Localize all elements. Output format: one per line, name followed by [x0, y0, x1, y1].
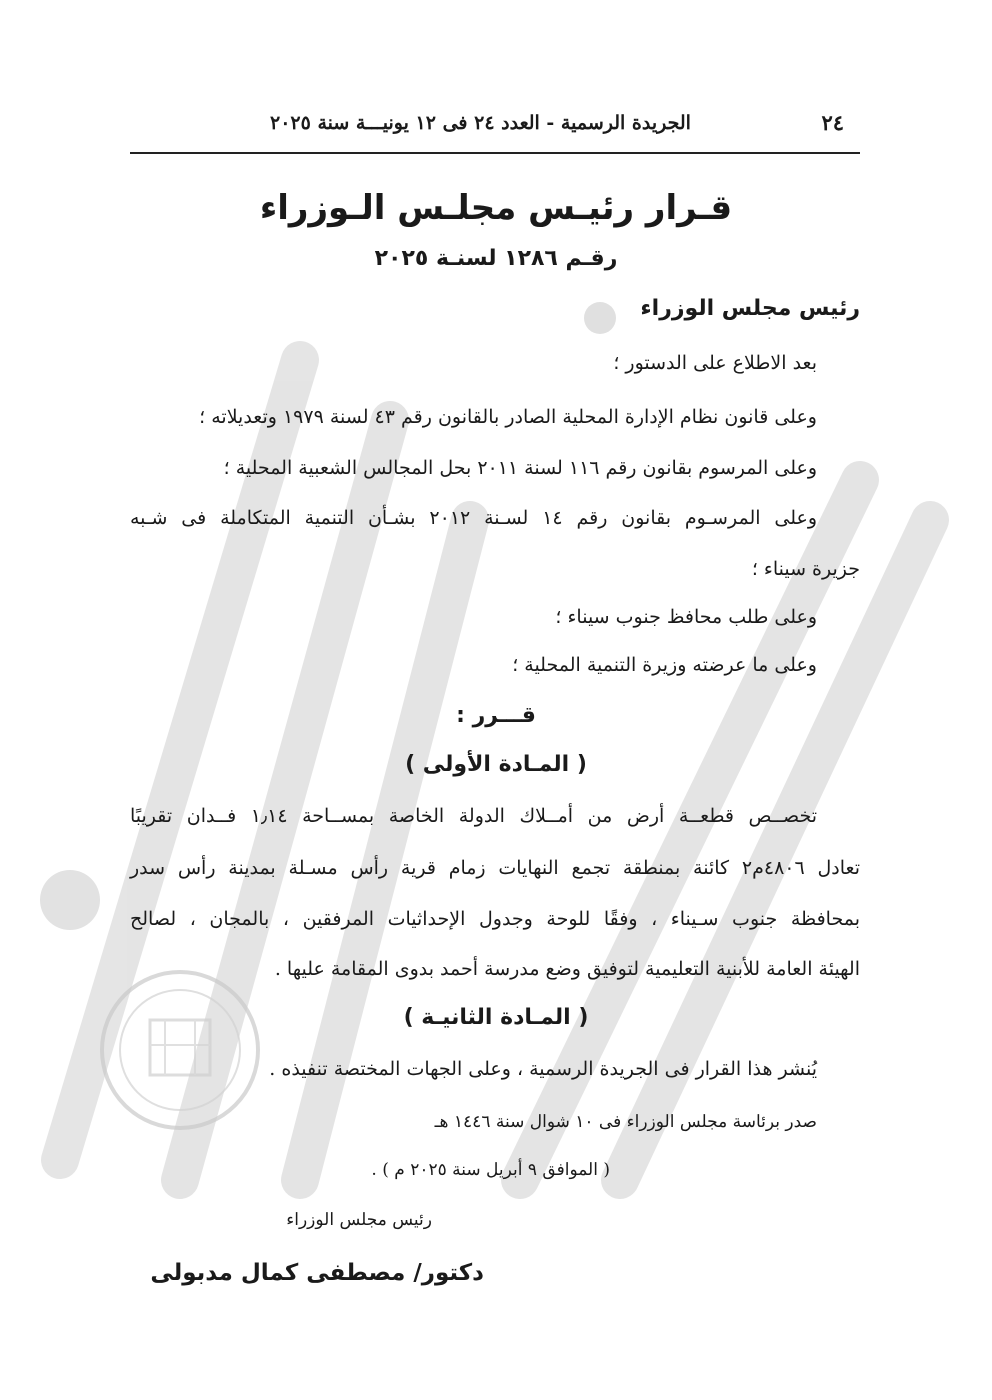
- preamble-line: وعلى طلب محافظ جنوب سيناء ؛: [555, 606, 817, 628]
- article-1-line: الهيئة العامة للأبنية التعليمية لتوفيق وضع مدرسة أحمد بدوى المقامة عليها .: [274, 958, 860, 980]
- signature-name: دكتور/ مصطفى كمال مدبولى: [150, 1260, 484, 1286]
- watermark-dot: [584, 302, 616, 334]
- decree-number: رقـم ١٢٨٦ لسنـة ٢٠٢٥: [374, 246, 618, 271]
- running-title: الجريدة الرسمية - العدد ٢٤ فى ١٢ يونيـــة سنة ٢٠٢٥: [270, 112, 691, 134]
- preamble-line: وعلى قانون نظام الإدارة المحلية الصادر بالقانون رقم ٤٣ لسنة ١٩٧٩ وتعديلاته ؛: [199, 406, 817, 428]
- page-number: ٢٤: [821, 110, 844, 135]
- preamble-line: وعلى المرسوم بقانون رقم ١١٦ لسنة ٢٠١١ بحل المجالس الشعبية المحلية ؛: [223, 457, 817, 479]
- preamble-line: جزيرة سيناء ؛: [751, 558, 860, 580]
- issued-gregorian: ( الموافق ٩ أبريل سنة ٢٠٢٥ م ) .: [371, 1160, 610, 1180]
- issued-hijri: صدر برئاسة مجلس الوزراء فى ١٠ شوال سنة ١٤٤٦ هـ: [434, 1112, 817, 1132]
- header-rule: [130, 152, 860, 154]
- article-2-text: يُنشر هذا القرار فى الجريدة الرسمية ، وعلى الجهات المختصة تنفيذه .: [269, 1058, 817, 1080]
- article-2-heading: ( المـادة الثانيـة ): [403, 1005, 589, 1030]
- article-1-heading: ( المـادة الأولى ): [405, 752, 587, 777]
- preamble-line: وعلى ما عرضته وزيرة التنمية المحلية ؛: [512, 654, 817, 676]
- preamble-line: وعلى المرسـوم بقانون رقم ١٤ لسـنة ٢٠١٢ بشـأن التنمية المتكاملة فى شـبه: [130, 507, 818, 529]
- signature-title: رئيس مجلس الوزراء: [286, 1210, 432, 1230]
- decided-label: قـــرر :: [456, 703, 536, 728]
- page-header: [130, 110, 860, 144]
- decree-issuer: رئيس مجلس الوزراء: [640, 296, 860, 321]
- decree-title: قـرار رئيـس مجلـس الـوزراء: [259, 188, 733, 228]
- article-1-line: تعادل ٤٨٠٦م٢ كائنة بمنطقة تجمع النهايات زمام قرية رأس مسـلة بمدينة رأس سدر: [130, 857, 860, 879]
- seal-stamp-icon: [102, 972, 258, 1128]
- preamble-line: بعد الاطلاع على الدستور ؛: [613, 352, 817, 374]
- watermark-dot: [40, 870, 100, 930]
- article-1-line: تخصــص قطعــة أرض من أمــلاك الدولة الخاصة بمســاحة ١٫١٤ فــدان تقريبًا: [130, 805, 817, 827]
- article-1-line: بمحافظة جنوب سـيناء ، وفقًا للوحة وجدول الإحداثيات المرفقين ، بالمجان ، لصالح: [130, 908, 860, 930]
